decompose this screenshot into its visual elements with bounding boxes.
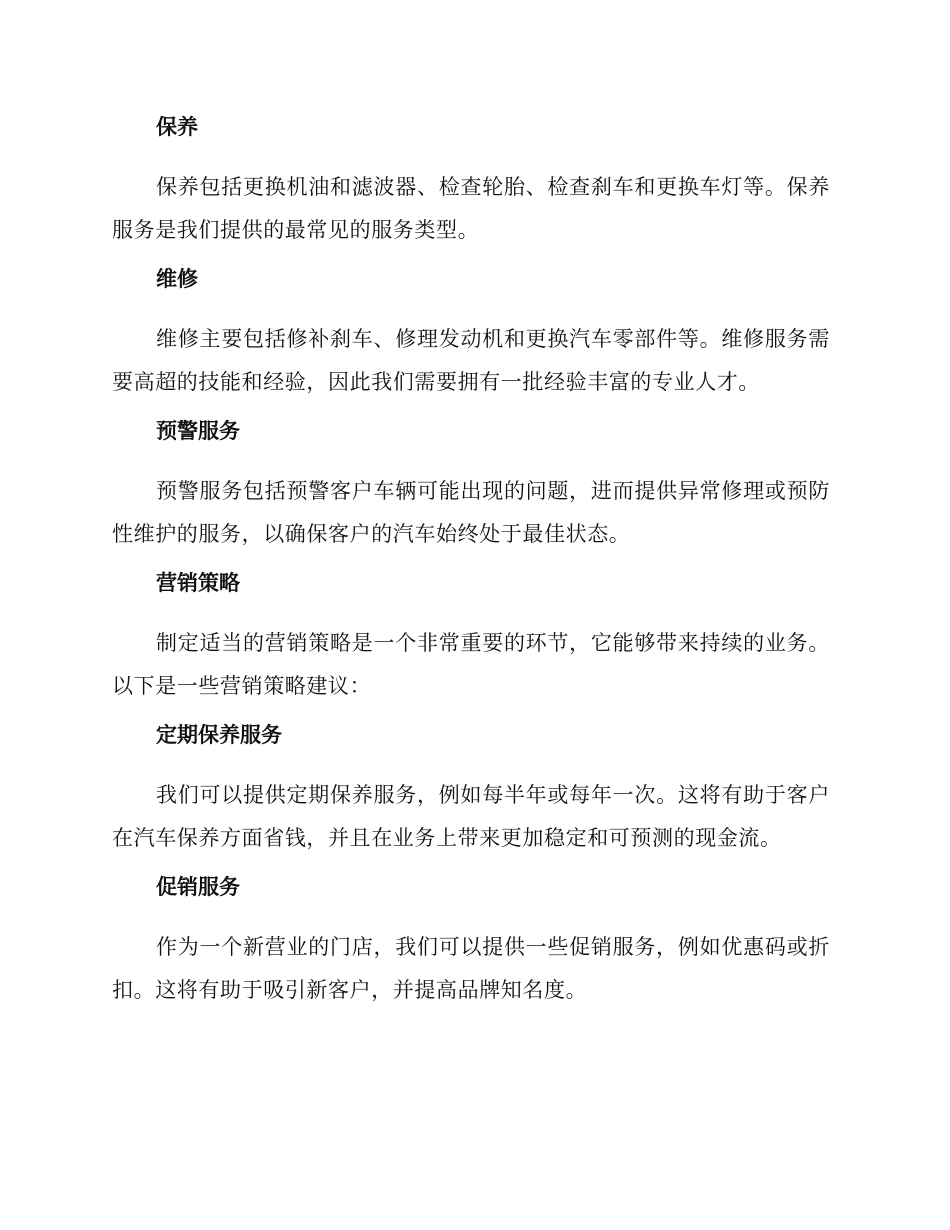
section-body-maintenance: 保养包括更换机油和滤波器、检查轮胎、检查刹车和更换车灯等。保养服务是我们提供的最常见的服务类型。 — [112, 175, 830, 242]
section-heading-repair: 维修 — [156, 267, 198, 291]
section-heading-regular-maintenance: 定期保养服务 — [156, 723, 282, 747]
section-heading-marketing-strategy: 营销策略 — [156, 571, 240, 595]
section-body-repair: 维修主要包括修补刹车、修理发动机和更换汽车零部件等。维修服务需要高超的技能和经验，因此我们需要拥有一批经验丰富的专业人才。 — [112, 327, 830, 394]
section-body-warning-service: 预警服务包括预警客户车辆可能出现的问题，进而提供异常修理或预防性维护的服务，以确保客户的汽车始终处于最佳状态。 — [112, 479, 830, 546]
document-page — [112, 108, 830, 1020]
section-body-regular-maintenance: 我们可以提供定期保养服务，例如每半年或每年一次。这将有助于客户在汽车保养方面省钱，并且在业务上带来更加稳定和可预测的现金流。 — [112, 783, 830, 850]
section-heading-maintenance: 保养 — [156, 115, 198, 139]
section-body-promotion: 作为一个新营业的门店，我们可以提供一些促销服务，例如优惠码或折扣。这将有助于吸引新客户，并提高品牌知名度。 — [112, 935, 830, 1002]
section-body-marketing-strategy: 制定适当的营销策略是一个非常重要的环节，它能够带来持续的业务。以下是一些营销策略建议： — [112, 631, 830, 698]
section-heading-warning-service: 预警服务 — [156, 419, 240, 443]
section-heading-promotion: 促销服务 — [156, 875, 240, 899]
